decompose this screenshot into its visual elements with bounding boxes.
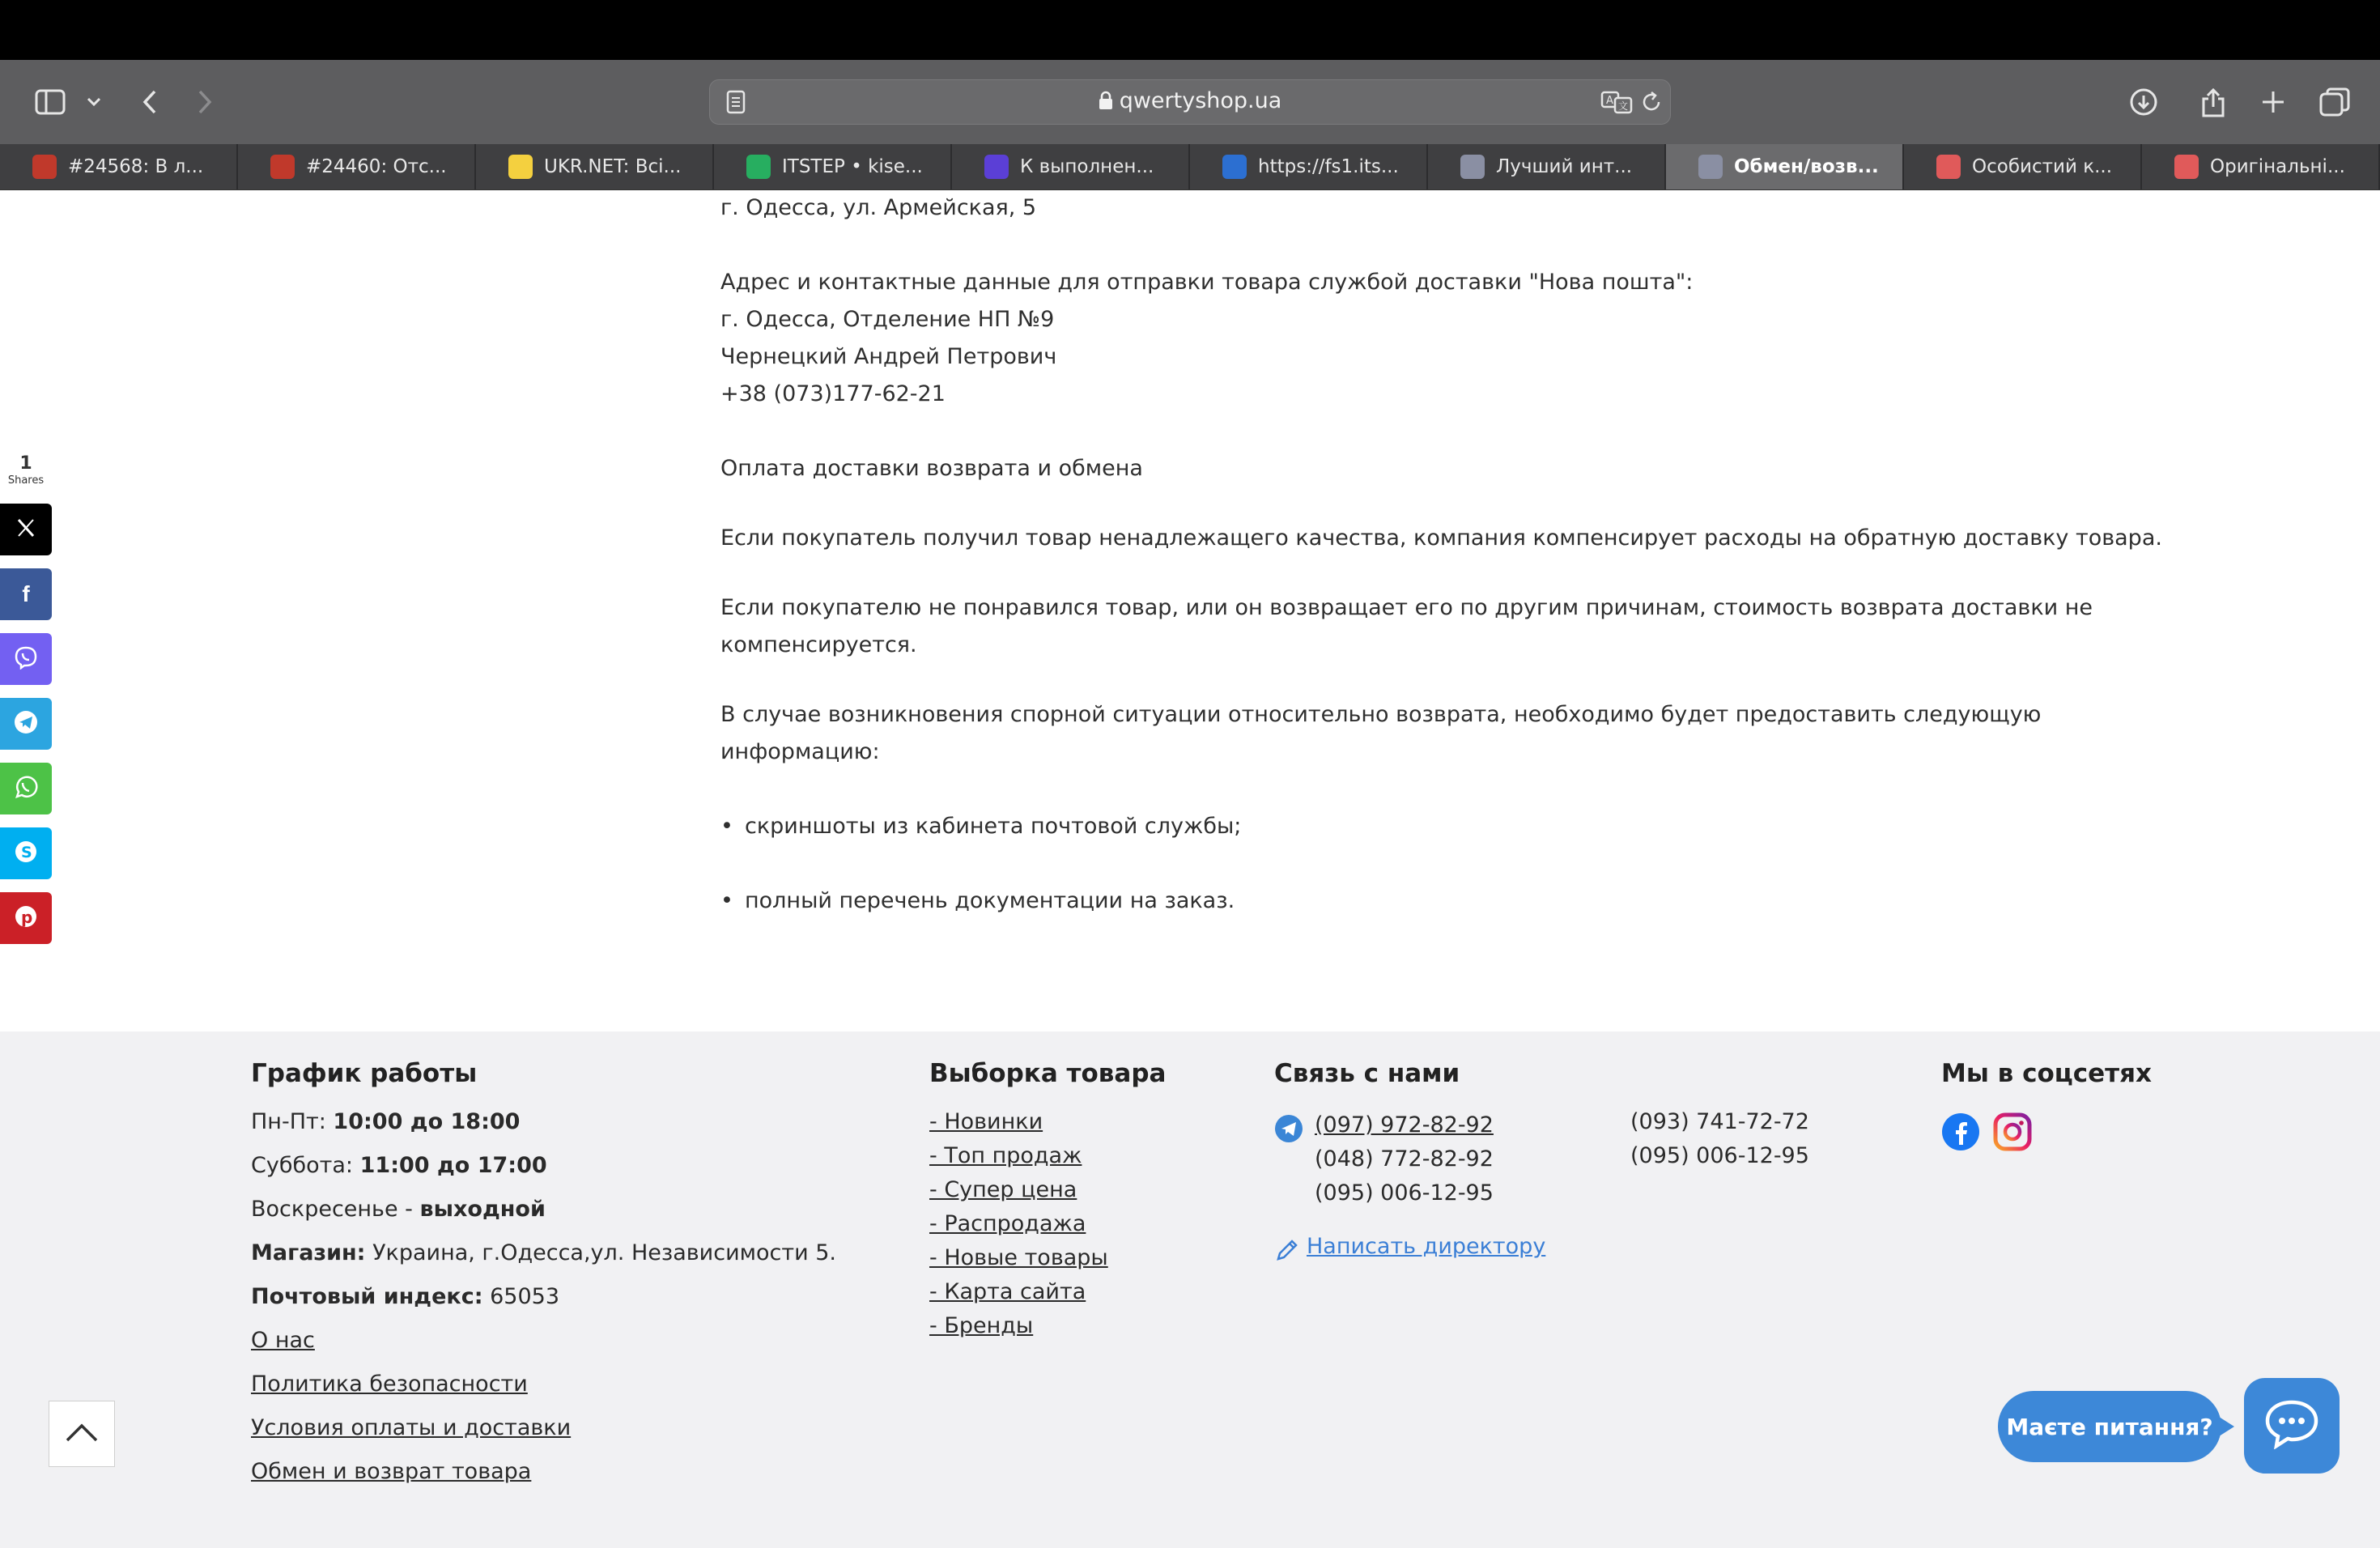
facebook-icon[interactable] — [1941, 1112, 1980, 1155]
list-item-text: полный перечень документации на заказ. — [745, 888, 1235, 913]
telegram-icon — [13, 709, 39, 738]
browser-tab[interactable] — [714, 144, 952, 189]
browser-tab[interactable] — [1190, 144, 1428, 189]
paragraph-dispute-line1: В случае возникновения спорной ситуации относительно возврата, необходимо будет предоставить следующую — [720, 702, 2042, 727]
facebook-icon: f — [22, 581, 30, 606]
np-phone: +38 (073)177-62-21 — [720, 381, 946, 406]
browser-tab[interactable] — [1666, 144, 1904, 189]
paragraph-quality: Если покупатель получил товар ненадлежащего качества, компания компенсирует расходы на обратную доставку товара. — [720, 525, 2162, 551]
forward-icon[interactable] — [193, 83, 217, 121]
link-exchange-return[interactable]: Обмен и возврат товара — [251, 1459, 532, 1484]
tab-label: ITSTEP • kise... — [782, 156, 923, 177]
sunday-label: Воскресенье - — [251, 1197, 413, 1222]
tab-overview-icon[interactable] — [2315, 83, 2354, 121]
link-payment-delivery[interactable]: Условия оплаты и доставки — [251, 1415, 572, 1440]
viber-icon — [14, 645, 38, 673]
skype-icon — [13, 839, 39, 868]
postal-value: 65053 — [490, 1284, 560, 1309]
tab-label: Лучший инт... — [1496, 156, 1633, 177]
bullet-mark: • — [720, 888, 733, 913]
shop-label: Магазин: — [251, 1240, 366, 1265]
svg-text:文: 文 — [1618, 100, 1629, 112]
screen-top-bar — [0, 0, 2380, 60]
svg-text:A: A — [1606, 95, 1613, 107]
share-count: 1 — [19, 453, 32, 474]
paragraph-return-line2: компенсируется. — [720, 632, 917, 657]
phone-4: (093) 741-72-72 — [1630, 1109, 1809, 1134]
payment-title: Оплата доставки возврата и обмена — [720, 456, 1143, 481]
link-sale[interactable]: - Распродажа — [929, 1211, 1086, 1236]
browser-tab[interactable] — [952, 144, 1190, 189]
browser-tab[interactable] — [476, 144, 714, 189]
redmine-icon — [270, 155, 295, 179]
share-icon[interactable] — [2194, 83, 2233, 121]
svg-text:S: S — [21, 844, 32, 861]
sidebar-toggle-icon[interactable] — [32, 83, 68, 121]
page-content — [720, 189, 2178, 920]
x-icon — [15, 517, 36, 542]
whatsapp-icon — [14, 775, 38, 802]
address-bar[interactable] — [709, 79, 1671, 125]
tab-label: #24460: Отс... — [306, 156, 447, 177]
link-new[interactable]: - Новинки — [929, 1109, 1043, 1134]
m-icon — [984, 155, 1009, 179]
list-item — [720, 882, 2178, 920]
share-viber-button[interactable] — [0, 633, 52, 685]
pencil-icon — [1274, 1237, 1300, 1266]
ukrnet-icon — [508, 155, 533, 179]
reload-icon[interactable] — [1641, 91, 1662, 117]
share-skype-button[interactable] — [0, 827, 52, 879]
link-sitemap[interactable]: - Карта сайта — [929, 1279, 1086, 1304]
tab-label: #24568: В л... — [68, 156, 204, 177]
tab-label: Особистий к... — [1972, 156, 2113, 177]
share-telegram-button[interactable] — [0, 698, 52, 750]
list-item — [720, 808, 2178, 845]
postal-code — [251, 1284, 559, 1309]
share-x-button[interactable] — [0, 504, 52, 555]
schedule-saturday — [251, 1153, 547, 1178]
browser-tab[interactable] — [0, 144, 238, 189]
chevron-up-icon — [65, 1422, 99, 1446]
share-counter — [0, 453, 52, 487]
tab-label: UKR.NET: Всі... — [544, 156, 682, 177]
tab-label: Оригінальні... — [2210, 156, 2345, 177]
chat-prompt-label: Маєте питання? — [2006, 1413, 2213, 1440]
paragraph-return-line1: Если покупателю не понравился товар, или он возвращает его по другим причинам, стоимость возврата доставки не — [720, 595, 2093, 620]
download-icon[interactable] — [2124, 83, 2163, 121]
translate-icon[interactable] — [1600, 90, 1633, 117]
sunday-value: выходной — [419, 1197, 546, 1222]
itstep-icon — [746, 155, 771, 179]
back-icon[interactable] — [138, 83, 162, 121]
postal-label: Почтовый индекс: — [251, 1284, 483, 1309]
phone-5: (095) 006-12-95 — [1630, 1143, 1809, 1168]
browser-tab[interactable] — [1904, 144, 2142, 189]
url-text — [710, 88, 1670, 116]
pinterest-icon — [13, 904, 39, 933]
bullet-mark: • — [720, 814, 733, 839]
list-item-text: скриншоты из кабинета почтовой службы; — [745, 814, 1242, 839]
scroll-top-button[interactable] — [49, 1401, 115, 1467]
tab-label: Обмен/возв... — [1734, 156, 1879, 177]
share-pinterest-button[interactable] — [0, 892, 52, 944]
phone-main-link[interactable]: (097) 972-82-92 — [1315, 1112, 1494, 1138]
catalog-title: Выборка товара — [929, 1059, 1167, 1088]
browser-tab[interactable] — [2142, 144, 2380, 189]
link-top-sales[interactable]: - Топ продаж — [929, 1143, 1082, 1168]
np-title: Адрес и контактные данные для отправки товара службой доставки "Нова пошта": — [720, 270, 1694, 295]
chart-icon — [1222, 155, 1247, 179]
shop-location — [251, 1240, 836, 1265]
schedule-weekdays — [251, 1109, 520, 1134]
weekdays-label: Пн-Пт: — [251, 1109, 326, 1134]
write-director-link[interactable]: Написать директору — [1307, 1234, 1546, 1259]
browser-tab[interactable] — [238, 144, 476, 189]
shop-address: г. Одесса, ул. Армейская, 5 — [720, 195, 1037, 220]
share-whatsapp-button[interactable] — [0, 763, 52, 814]
new-tab-icon[interactable] — [2254, 83, 2293, 121]
tab-label: https://fs1.its... — [1258, 156, 1399, 177]
telegram-icon — [1274, 1114, 1303, 1146]
svg-text:p: p — [21, 908, 33, 927]
phone-3: (095) 006-12-95 — [1315, 1180, 1494, 1206]
instagram-icon[interactable] — [1993, 1112, 2032, 1155]
phone-2: (048) 772-82-92 — [1315, 1146, 1494, 1172]
shop-value: Украина, г.Одесса,ул. Независимости 5. — [372, 1240, 836, 1265]
url-label: qwertyshop.ua — [1119, 88, 1282, 113]
weekdays-value: 10:00 до 18:00 — [333, 1109, 521, 1134]
link-about[interactable]: О нас — [251, 1328, 315, 1353]
lock-icon — [1099, 91, 1113, 116]
paragraph-dispute-line2: информацию: — [720, 739, 880, 764]
schedule-sunday — [251, 1197, 546, 1222]
chat-open-button[interactable] — [2244, 1378, 2340, 1474]
qwerty-icon — [1698, 155, 1723, 179]
share-count-label: Shares — [7, 474, 45, 487]
link-privacy[interactable]: Политика безопасности — [251, 1372, 528, 1397]
chat-icon — [2263, 1399, 2320, 1452]
link-brands[interactable]: - Бренды — [929, 1313, 1034, 1338]
np-person: Чернецкий Андрей Петрович — [720, 344, 1057, 369]
car-icon — [1936, 155, 1961, 179]
schedule-title: График работы — [251, 1059, 478, 1088]
browser-tab[interactable] — [1428, 144, 1666, 189]
chat-bubble-tail — [2216, 1415, 2234, 1438]
tab-label: К выполнен... — [1020, 156, 1154, 177]
social-title: Мы в соцсетях — [1941, 1059, 2153, 1088]
np-branch: г. Одесса, Отделение НП №9 — [720, 307, 1055, 332]
chevron-down-icon[interactable] — [84, 83, 104, 121]
car-icon — [2174, 155, 2199, 179]
chat-prompt-bubble[interactable] — [1998, 1391, 2221, 1462]
qwerty-icon — [1460, 155, 1485, 179]
saturday-label: Суббота: — [251, 1153, 354, 1178]
saturday-value: 11:00 до 17:00 — [359, 1153, 547, 1178]
link-super-price[interactable]: - Супер цена — [929, 1177, 1077, 1202]
contacts-title: Связь с нами — [1274, 1059, 1460, 1088]
tab-bar — [0, 144, 2380, 190]
share-facebook-button[interactable] — [0, 568, 52, 620]
link-new-products[interactable]: - Новые товары — [929, 1245, 1108, 1270]
redmine-icon — [32, 155, 57, 179]
